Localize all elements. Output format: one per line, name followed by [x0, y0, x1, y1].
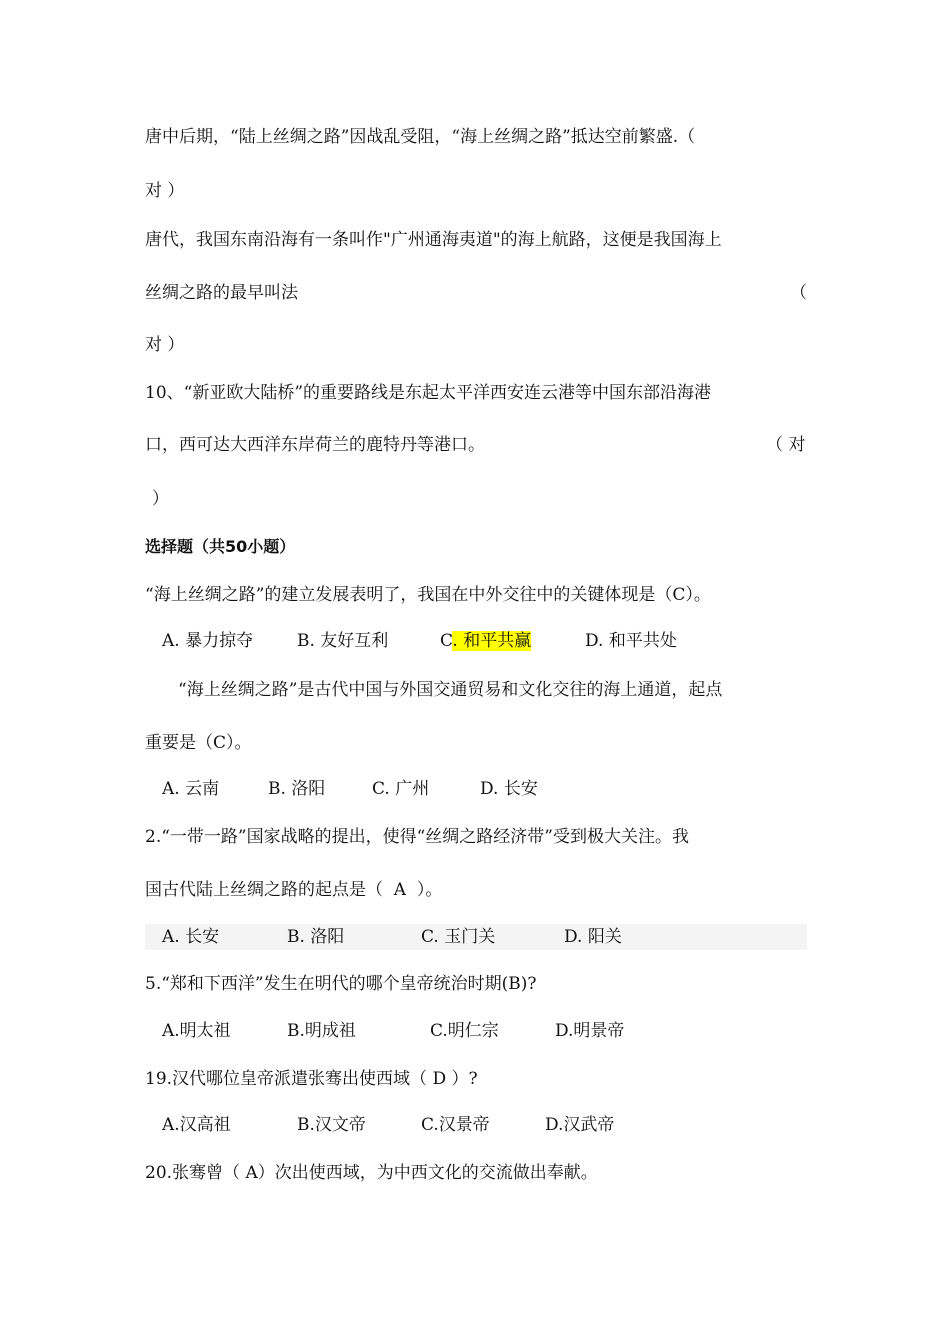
q5-option-b: B.汉文帝	[297, 1115, 366, 1135]
q1-option-b: B. 友好互利	[297, 631, 389, 651]
tf-paren-2: （	[790, 283, 807, 303]
q2-option-d: D. 长安	[480, 779, 538, 799]
tf-line-2a: 唐代，我国东南沿海有一条叫作"广州通海夷道"的海上航路，这便是我国海上	[145, 230, 722, 250]
q3-option-a: A. 长安	[162, 927, 220, 947]
q3-option-c: C. 玉门关	[421, 927, 496, 947]
q3-option-b: B. 洛阳	[287, 927, 345, 947]
tf-line-1: 唐中后期，“陆上丝绸之路”因战乱受阻，“海上丝绸之路”抵达空前繁盛.（	[145, 127, 696, 147]
q2-option-c: C. 广州	[372, 779, 430, 799]
q1-option-c-highlight: . 和平共赢	[452, 631, 532, 651]
q5-option-a: A.汉高祖	[162, 1115, 231, 1135]
tf-answer-1: 对 ）	[145, 181, 185, 201]
q5-stem: 19.汉代哪位皇帝派遣张骞出使西域（ D ）?	[145, 1069, 478, 1089]
q5-option-c: C.汉景帝	[421, 1115, 490, 1135]
q1-stem: “海上丝绸之路”的建立发展表明了，我国在中外交往中的关键体现是（C）。	[145, 585, 711, 605]
tf-line-2b: 丝绸之路的最早叫法	[145, 283, 298, 303]
q4-stem: 5.“郑和下西洋”发生在明代的哪个皇帝统治时期(B)?	[145, 974, 537, 994]
q3-option-d: D. 阳关	[564, 927, 622, 947]
q4-option-c: C.明仁宗	[430, 1021, 499, 1041]
q1-option-d: D. 和平共处	[585, 631, 677, 651]
tf-answer-3: ）	[152, 489, 169, 509]
q1-option-c-prefix: C	[440, 631, 453, 651]
q6-stem: 20.张骞曾（ A）次出使西域，为中西文化的交流做出奉献。	[145, 1163, 598, 1183]
q1-option-a: A. 暴力掠夺	[162, 631, 254, 651]
tf-answer-2: 对 ）	[145, 335, 185, 355]
tf-paren-3: （ 对	[766, 435, 806, 455]
q4-option-a: A.明太祖	[162, 1021, 231, 1041]
section-title: 选择题（共50小题）	[145, 537, 296, 556]
q4-option-b: B.明成祖	[287, 1021, 356, 1041]
q2-option-b: B. 洛阳	[268, 779, 326, 799]
tf-line-3b: 口，西可达大西洋东岸荷兰的鹿特丹等港口。	[145, 435, 485, 455]
q2-stem-b: 重要是（C）。	[145, 733, 252, 753]
q2-stem-a: “海上丝绸之路”是古代中国与外国交通贸易和文化交往的海上通道，起点	[178, 680, 723, 700]
q5-option-d: D.汉武帝	[545, 1115, 615, 1135]
tf-line-3a: 10、“新亚欧大陆桥”的重要路线是东起太平洋西安连云港等中国东部沿海港	[145, 383, 712, 403]
q4-option-d: D.明景帝	[555, 1021, 625, 1041]
q3-stem-b: 国古代陆上丝绸之路的起点是（ A ）。	[145, 880, 443, 900]
q1-option-c	[440, 630, 531, 652]
q2-option-a: A. 云南	[162, 779, 220, 799]
q3-stem-a: 2.“一带一路”国家战略的提出，使得“丝绸之路经济带”受到极大关注。我	[145, 827, 689, 847]
